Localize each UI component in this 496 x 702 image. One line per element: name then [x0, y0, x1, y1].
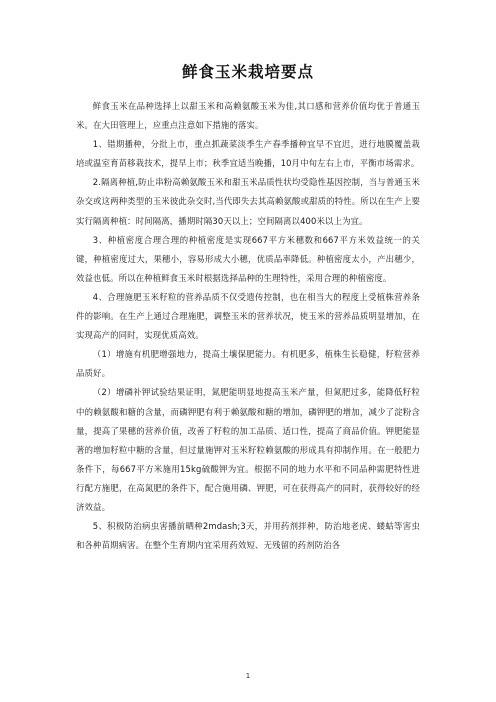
- page-number: 1: [245, 672, 251, 680]
- paragraph-section-2: 2.隔离种植,防止串粉高赖氨酸玉米和甜玉米品质性状均受隐性基因控制，当与普通玉米杂交或这两种类型的玉米彼此杂交时,当代即失去其高赖氨酸或甜质的特性。所以在生产上要实行隔离种植：时间隔离，播期时隔30天以上；空间隔离以400米以上为宜。: [76, 177, 420, 226]
- paragraph-intro: 鲜食玉米在品种选择上以甜玉米和高赖氨酸玉米为佳,其口感和营养价值均优于普通玉米。在大田管理上，应重点注意如下措施的落实。: [76, 101, 420, 131]
- paragraph-section-5: 5、积极防治病虫害播前晒种2mdash;3天，并用药剂拌种，防治地老虎、蝼蛄等害虫和各种苗期病害。在整个生育期内宜采用药效短、无残留的药剂防治各: [76, 521, 420, 551]
- paragraph-section-4: 4、合理施肥玉米籽粒的营养品质不仅受遗传控制，也在相当大的程度上受植株营养条件的影响。在生产上通过合理施肥，调整玉米的营养状况，使玉米的营养品质明显增加，在实现高产的同时，实现优质高效。: [76, 291, 420, 341]
- paragraph-section-1: 1、错期播种，分批上市，重点抓蔬菜淡季生产春季播种宜早不宜迟，进行地膜覆盖栽培或温室育苗移栽技术，提早上市；秋季宜适当晚播，10月中旬左右上市，平衡市场需求。: [76, 139, 420, 169]
- paragraph-section-4-1: （1）增施有机肥增强地力，提高土壤保肥能力。有机肥多，植株生长稳健，籽粒营养品质好。: [76, 349, 420, 379]
- document-body: [76, 97, 420, 555]
- page-title: 鲜食玉米栽培要点: [181, 63, 314, 81]
- paragraph-section-3: 3、种植密度合理合理的种植密度是实现667平方米穗数和667平方米效益统一的关键，种植密度过大，果穗小，容易形成大小穗，优质品率降低。种植密度太小，产出穗少，效益也低。所以在种植鲜食玉米时根据选择品种的生理特性，采用合理的种植密度。: [76, 234, 420, 283]
- paragraph-section-4-2: （2）增磷补钾试验结果证明，氮肥能明显地提高玉米产量，但氮肥过多，能降低籽粒中的赖氨酸和糖的含量，而磷钾肥有利于赖氨酸和糖的增加，磷钾肥的增加，减少了淀粉含量，提高了果穗的营养价值，改善了籽粒的加工品质、适口性，提高了商品价值。钾肥能显著的增加籽粒中糖的含量，但过量施钾对玉米籽粒赖氨酸的形成具有抑制作用。在一般肥力条件下，每667平方米施用15kg硫酸钾为宜。根据不同的地力水平和不同品种需肥特性进行配方施肥，在高氮肥的条件下，配合施用磷、钾肥，可在获得高产的同时，获得较好的经济效益。: [76, 387, 420, 512]
